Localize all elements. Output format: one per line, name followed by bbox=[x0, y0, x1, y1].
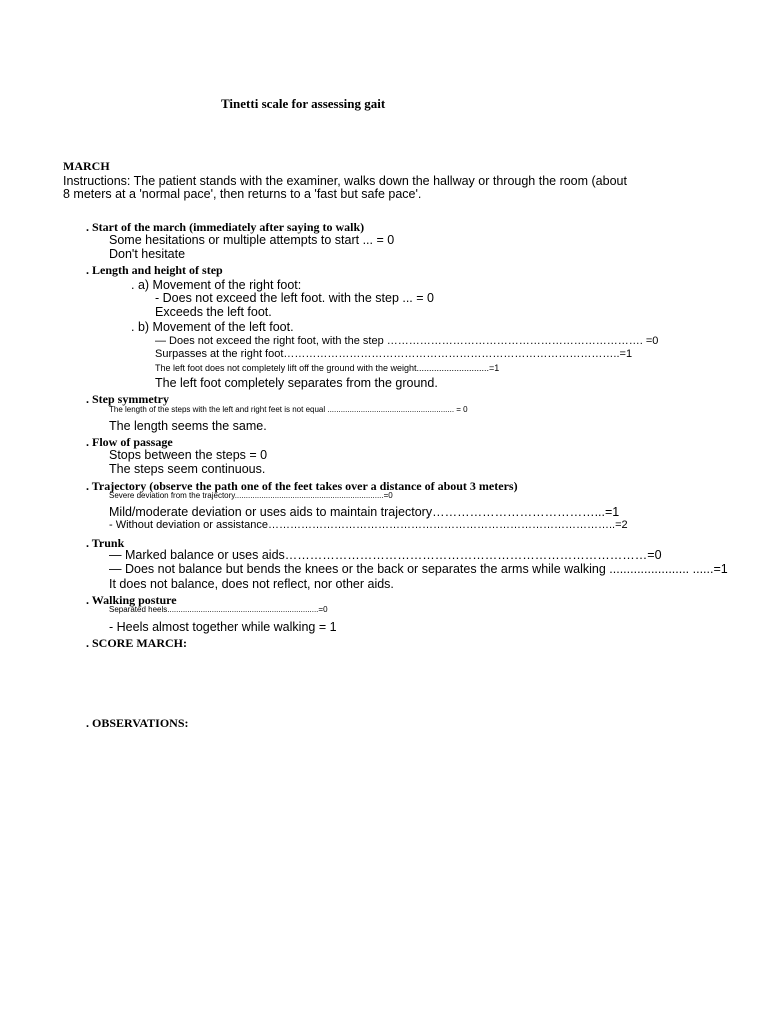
sub-item-label: . a) Movement of the right foot: bbox=[131, 278, 302, 292]
item-option: Surpasses at the right foot………………………………………………………………………………..=1 bbox=[155, 348, 633, 360]
item-option: — Marked balance or uses aids……………………………………………………………………………=0 bbox=[109, 548, 662, 562]
item-heading-posture: . Walking posture bbox=[86, 593, 177, 607]
item-option: It does not balance, does not reflect, nor other aids. bbox=[109, 577, 394, 591]
item-option: Severe deviation from the trajectory...................................................................=0 bbox=[109, 491, 393, 500]
item-option: The length of the steps with the left and right feet is not equal ......................................................... = 0 bbox=[109, 405, 468, 414]
item-option: Mild/moderate deviation or uses aids to maintain trajectory…………………………………...=1 bbox=[109, 505, 620, 519]
score-heading: . SCORE MARCH: bbox=[86, 636, 187, 650]
item-option: - Does not exceed the left foot. with the step ... = 0 bbox=[155, 291, 434, 305]
item-heading-symmetry: . Step symmetry bbox=[86, 392, 169, 406]
item-option: The left foot does not completely lift off the ground with the weight.............................=1 bbox=[155, 363, 500, 373]
item-heading-length: . Length and height of step bbox=[86, 263, 223, 277]
sub-item-label: . b) Movement of the left foot. bbox=[131, 320, 294, 334]
item-option: Don't hesitate bbox=[109, 247, 186, 261]
item-heading-flow: . Flow of passage bbox=[86, 435, 173, 449]
item-option: - Heels almost together while walking = 1 bbox=[109, 620, 337, 634]
item-option: Exceeds the left foot. bbox=[155, 305, 272, 319]
item-heading-start: . Start of the march (immediately after saying to walk) bbox=[86, 220, 365, 234]
item-option: Separated heels....................................................................=0 bbox=[109, 605, 328, 614]
item-option: The length seems the same. bbox=[109, 419, 267, 433]
item-option: The left foot completely separates from the ground. bbox=[155, 376, 438, 390]
item-heading-trunk: . Trunk bbox=[86, 536, 125, 550]
item-option: Some hesitations or multiple attempts to start ... = 0 bbox=[109, 233, 395, 247]
item-option: — Does not balance but bends the knees or the back or separates the arms while walking ....................... ......=1 bbox=[109, 562, 728, 576]
section-heading: MARCH bbox=[63, 159, 110, 173]
item-option: The steps seem continuous. bbox=[109, 462, 266, 476]
item-heading-trajectory: . Trajectory (observe the path one of the feet takes over a distance of about 3 meters) bbox=[86, 479, 518, 493]
item-option: Stops between the steps = 0 bbox=[109, 448, 268, 462]
page-title: Tinetti scale for assessing gait bbox=[221, 96, 386, 111]
instructions-line-1: Instructions: The patient stands with the examiner, walks down the hallway or through the room (about bbox=[63, 174, 627, 188]
item-option: - Without deviation or assistance…………………………………………………………………………………..=2 bbox=[109, 519, 628, 531]
instructions-line-2: 8 meters at a 'normal pace', then returns to a 'fast but safe pace'. bbox=[63, 187, 422, 201]
item-option: — Does not exceed the right foot, with the step ……………………………………………………………. =0 bbox=[155, 335, 659, 347]
observations-heading: . OBSERVATIONS: bbox=[86, 716, 189, 730]
